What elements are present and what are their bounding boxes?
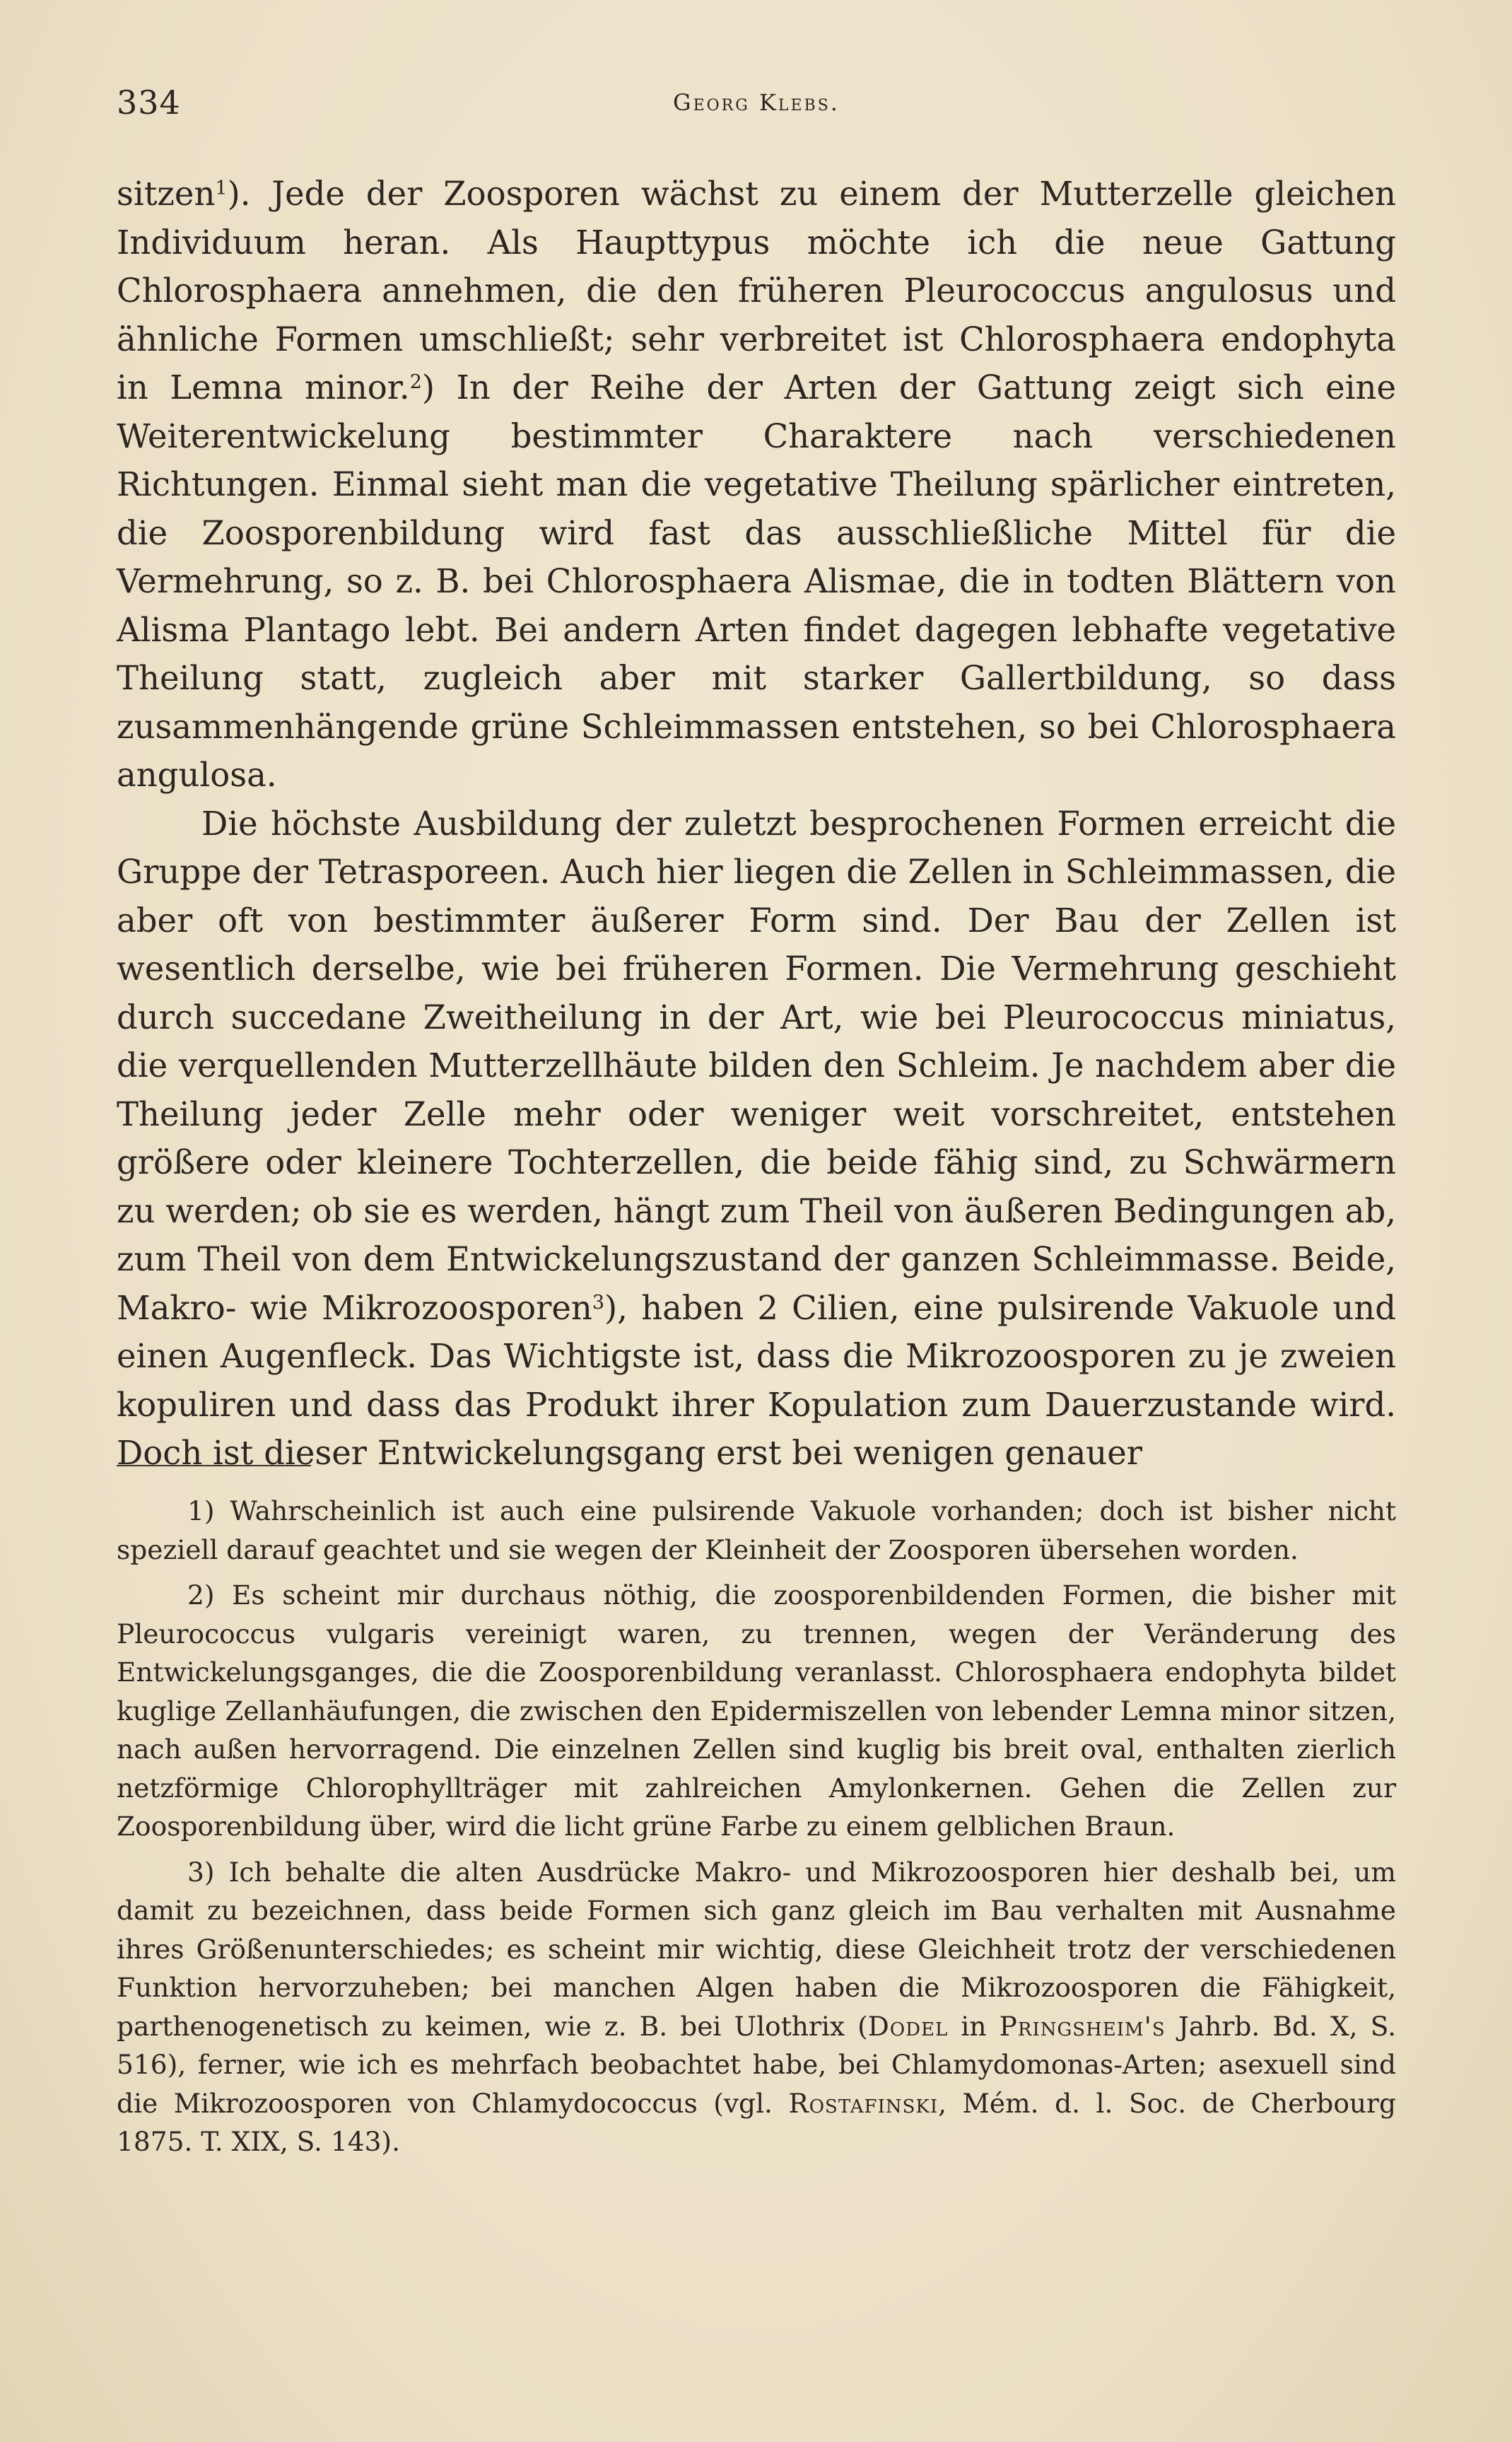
footnote-2-text: ) Es scheint mir durchaus nöthig, die zoosporenbildenden Formen, die bisher mit Pleurococcus vulgaris vereinigt waren, zu trennen, wegen der Veränderung des Entwickelungsganges, die die Zoosporenbildung veranlasst. Chlorosphaera endophyta bildet kuglige Zellanhäufungen, die zwischen den Epidermiszellen von lebender Lemna minor sitzen, nach außen hervorragend. Die einzelnen Zellen sind kuglig bis breit oval, enthalten zierlich netzförmige Chlorophyllträger mit zahlreichen Amylonkernen. Gehen die Zellen zur Zoosporenbildung über, wird die licht grüne Farbe zu einem gelblichen Braun. xyxy=(117,1579,1396,1842)
footnote-3 xyxy=(117,1853,1396,2161)
main-text xyxy=(117,170,1396,1478)
page-number: 334 xyxy=(117,83,181,122)
footnote-2 xyxy=(117,1576,1396,1846)
footnote-3-text-c: Jahrb. Bd. X, S. 516), ferner, wie ich es mehrfach beobachtet habe, bei Chlamydomonas-Arten; asexuell sind die Mikrozoosporen von Chlamydococcus (vgl. xyxy=(117,2010,1396,2119)
running-head: Georg Klebs. xyxy=(673,89,840,116)
page-header xyxy=(117,83,1396,133)
paragraph-2-text-a: Die höchste Ausbildung der zuletzt besprochenen Formen erreicht die Gruppe der Tetrasporeen. Auch hier liegen die Zellen in Schleimmassen, die aber oft von bestimmter äußerer Form sind. Der Bau der Zellen ist wesentlich derselbe, wie bei früheren Formen. Die Vermehrung geschieht durch succedane Zweitheilung in der Art, wie bei Pleurococcus miniatus, die verquellenden Mutterzellhäute bilden den Schleim. Je nachdem aber die Theilung jeder Zelle mehr oder weniger weit vorschreitet, entstehen größere oder kleinere Tochterzellen, die beide fähig sind, zu Schwärmern zu werden; ob sie es werden, hängt zum Theil von äußeren Bedingungen ab, zum Theil von dem Entwickelungszustand der ganzen Schleimmasse. Beide, Makro- wie Mikrozoosporen xyxy=(117,804,1396,1327)
footnote-ref-1: 1 xyxy=(215,177,228,200)
paragraph-2 xyxy=(117,800,1396,1478)
footnote-ref-2: 2 xyxy=(409,371,422,394)
paragraph-1-text-b: ). Jede der Zoosporen wächst zu einem der Mutterzelle gleichen Individuum heran. Als Haupttypus möchte ich die neue Gattung Chlorosphaera annehmen, die den früheren Pleurococcus angulosus und ähnliche Formen umschließt; sehr verbreitet ist Chlorosphaera endophyta in Lemna minor. xyxy=(117,175,1396,407)
paragraph-1-text-c: ) In der Reihe der Arten der Gattung zeigt sich eine Weiterentwickelung bestimmter Charaktere nach verschiedenen Richtungen. Einmal sieht man die vegetative Theilung spärlicher eintreten, die Zoosporenbildung wird fast das ausschließliche Mittel für die Vermehrung, so z. B. bei Chlorosphaera Alismae, die in todten Blättern von Alisma Plantago lebt. Bei andern Arten findet dagegen lebhafte vegetative Theilung statt, zugleich aber mit starker Gallertbildung, so dass zusammenhängende grüne Schleimmassen entstehen, so bei Chlorosphaera angulosa. xyxy=(117,368,1396,794)
footnote-3-text-d: , Mém. d. l. Soc. de Cherbourg 1875. T. XIX, S. 143). xyxy=(117,2087,1396,2157)
paragraph-1-text-a: sitzen xyxy=(117,175,216,213)
footnote-1-text: ) Wahrscheinlich ist auch eine pulsirende Vakuole vorhanden; doch ist bisher nicht speziell darauf geachtet und sie wegen der Kleinheit der Zoosporen übersehen worden. xyxy=(117,1495,1396,1565)
footnote-separator xyxy=(117,1465,311,1466)
author-dodel: Dodel xyxy=(867,2010,949,2042)
footnote-2-marker: 2 xyxy=(187,1579,204,1611)
author-pringsheim: Pringsheim's xyxy=(999,2010,1166,2042)
footnote-3-text-b: in xyxy=(948,2010,1000,2042)
footnote-ref-3: 3 xyxy=(592,1291,605,1314)
footnote-1-marker: 1 xyxy=(187,1495,204,1526)
footnote-1 xyxy=(117,1492,1396,1569)
paragraph-2-text-b: ), haben 2 Cilien, eine pulsirende Vakuole und einen Augenfleck. Das Wichtigste ist, dass die Mikrozoosporen zu je zweien kopuliren und dass das Produkt ihrer Kopulation zum Dauerzustande wird. Doch ist dieser Entwickelungsgang erst bei wenigen genauer xyxy=(117,1288,1396,1472)
author-rostafinski: Rostafinski xyxy=(788,2087,939,2119)
footnote-3-text-a: ) Ich behalte die alten Ausdrücke Makro- und Mikrozoosporen hier deshalb bei, um damit zu bezeichnen, dass beide Formen sich ganz gleich im Bau verhalten mit Ausnahme ihres Größenunterschiedes; es scheint mir wichtig, diese Gleichheit trotz der verschiedenen Funktion hervorzuheben; bei manchen Algen haben die Mikrozoosporen die Fähigkeit, parthenogenetisch zu keimen, wie z. B. bei Ulothrix ( xyxy=(117,1856,1396,2042)
paragraph-1 xyxy=(117,170,1396,800)
footnote-3-marker: 3 xyxy=(187,1856,204,1888)
footnotes xyxy=(117,1492,1396,2168)
